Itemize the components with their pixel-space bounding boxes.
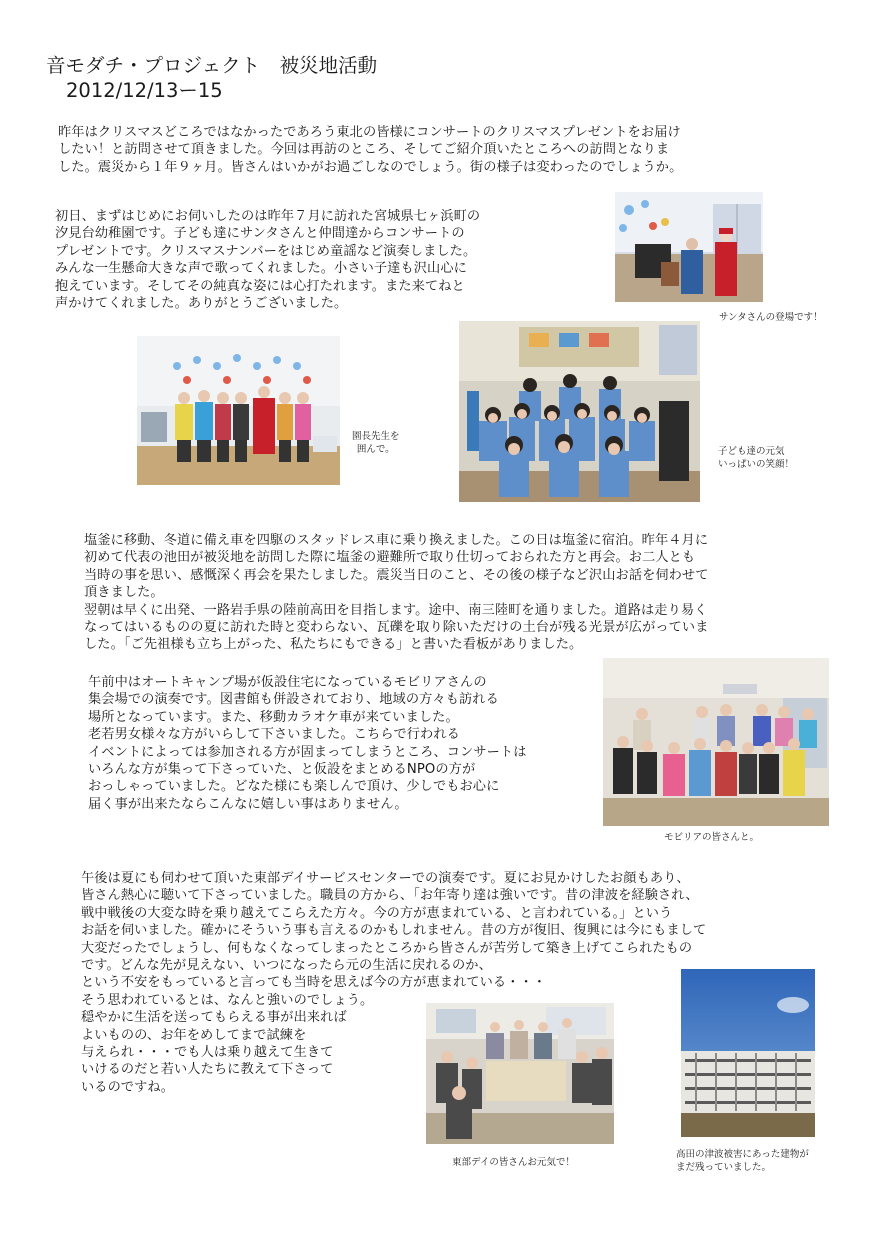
text-line: 初日、まずはじめにお伺いしたのは昨年７月に訪れた宮城県七ヶ浜町の: [55, 209, 481, 224]
caption-mobilia: モビリアの皆さんと。: [664, 832, 760, 843]
text-line: いけるのだと若い人たちに教えて下さって: [81, 1062, 334, 1078]
caption-line: まだ残っていました。: [676, 1162, 772, 1173]
text-line: そう思われているとは、なんと強いのでしょう。: [81, 992, 374, 1008]
text-line: したい！と訪問させて頂きました。今回は再訪のところ、そしてご紹介頂いたところへの訪問となりま: [58, 142, 670, 158]
text-line: 戦中戦後の大変な時を乗り越えてこらえた方々。今の方が恵まれている、と言われている。」という: [81, 905, 673, 921]
text-line: イベントによっては参加される方が固まってしまうところ、コンサートは: [88, 744, 527, 760]
text-line: 声かけてくれました。ありがとうございました。: [55, 296, 348, 312]
text-line: 大変だったでしょうし、何もなくなってしまったところから皆さんが苦労して築き上げてこられたもの: [81, 940, 693, 956]
text-line: みんな一生懸命大きな声で歌ってくれました。小さい子達も沢山心に: [55, 261, 467, 277]
day1-paragraph: [55, 208, 480, 312]
text-line: 抱えています。そしてその純真な姿には心打たれます。また来てねと: [55, 278, 465, 294]
text-line: した。「ご先祖様も立ち上がった、私たちにもできる」と書いた看板がありました。: [84, 637, 583, 653]
morning-paragraph: [88, 674, 526, 813]
text-line: です。どんな先が見えない、いつになったら元の生活に戻れるのか、: [81, 958, 492, 974]
caption-line: 子ども達の元気: [718, 446, 785, 457]
caption-building: [676, 1148, 809, 1174]
text-line: 汐見台幼稚園です。子ども達にサンタさんと仲間達からコンサートの: [55, 226, 465, 242]
text-line: お話を伺いました。確かにそういう事も言えるのかもしれません。昔の方が復旧、復興には今にもまして: [81, 923, 707, 939]
text-line: 与えられ・・・でも人は乗り越えて生きて: [81, 1045, 334, 1061]
text-line: おっしゃっていました。どなた様にも楽しんで頂け、少しでもお心に: [88, 779, 500, 795]
text-line: した。震災から１年９ヶ月。皆さんはいかがお過ごしなのでしょう。街の様子は変わったのでしょうか。: [58, 159, 683, 175]
text-line: いろんな方が集って下さっていた、と仮設をまとめるNPOの方が: [88, 762, 476, 778]
text-line: よいものの、お年をめしてまで試練を: [81, 1027, 307, 1043]
text-line: 当時の事を思い、感慨深く再会を果たしました。震災当日のこと、その後の様子など沢山お話を伺わせて: [84, 567, 709, 583]
text-line: なってはいるものの夏に訪れた時と変わらない、瓦礫を取り除いただけの土台が残る光景が広がっていま: [84, 620, 709, 636]
photo-damaged-building: [681, 969, 815, 1137]
caption-tobu: 東部デイの皆さんお元気で！: [452, 1157, 575, 1168]
text-line: 頂きました。: [84, 585, 164, 601]
text-line: という不安をもっていると言っても当時を思えば今の方が恵まれている・・・: [81, 975, 547, 991]
shiogama-paragraph: [84, 532, 709, 654]
text-line: 届く事が出来たならこんなに嬉しい事はありません。: [88, 796, 408, 812]
text-line: いるのですね。: [81, 1079, 175, 1095]
photo-mobilia-group: [603, 658, 829, 826]
event-date: 2012/12/13ー15: [66, 79, 223, 102]
caption-kids: [718, 445, 794, 471]
text-line: 翌朝は早くに出発、一路岩手県の陸前高田を目指します。途中、南三陸町を通りました。道路は走り易く: [84, 602, 708, 618]
text-line: 昨年はクリスマスどころではなかったであろう東北の皆様にコンサートのクリスマスプレゼントをお届け: [58, 125, 681, 140]
text-line: 初めて代表の池田が被災地を訪問した際に塩釜の避難所で取り仕切っておられた方と再会。お二人とも: [84, 550, 696, 566]
text-line: 午後は夏にも伺わせて頂いた東部デイサービスセンターでの演奏です。夏にお見かけしたお顔もあり、: [81, 871, 690, 886]
text-line: 老若男女様々な方がいらして下さいました。こちらで行われる: [88, 727, 460, 743]
page-title: 音モダチ・プロジェクト 被災地活動: [46, 54, 378, 77]
text-line: 穏やかに生活を送ってもらえる事が出来れば: [81, 1010, 347, 1026]
text-line: 午前中はオートキャンプ場が仮設住宅になっているモビリアさんの: [88, 675, 487, 690]
caption-line: 高田の津波被害にあった建物が: [676, 1149, 809, 1160]
caption-line: 囲んで。: [356, 444, 395, 455]
text-line: 皆さん熱心に聴いて下さっていました。職員の方から、「お年寄り達は強いです。昔の津波を経験され、: [81, 888, 699, 904]
caption-line: 園長先生を: [352, 431, 400, 442]
text-line: 場所となっています。また、移動カラオケ車が来ていました。: [88, 709, 459, 725]
text-line: プレゼントです。クリスマスナンバーをはじめ童謡など演奏しました。: [55, 243, 477, 259]
intro-paragraph: [58, 124, 682, 176]
text-line: 集会場での演奏です。図書館も併設されており、地域の方々も訪れる: [88, 692, 499, 708]
caption-line: いっぱいの笑顔！: [718, 459, 795, 470]
text-line: 塩釜に移動、冬道に備え車を四駆のスタッドレス車に乗り換えました。この日は塩釜に宿泊。昨年４月に: [84, 533, 709, 548]
caption-principal: [352, 430, 400, 456]
photo-children: [459, 321, 700, 502]
photo-santa-performance: [615, 192, 763, 302]
photo-principal-group: [137, 336, 340, 485]
photo-tobu-day-service: [426, 1003, 614, 1144]
caption-santa: サンタさんの登場です！: [719, 312, 823, 323]
